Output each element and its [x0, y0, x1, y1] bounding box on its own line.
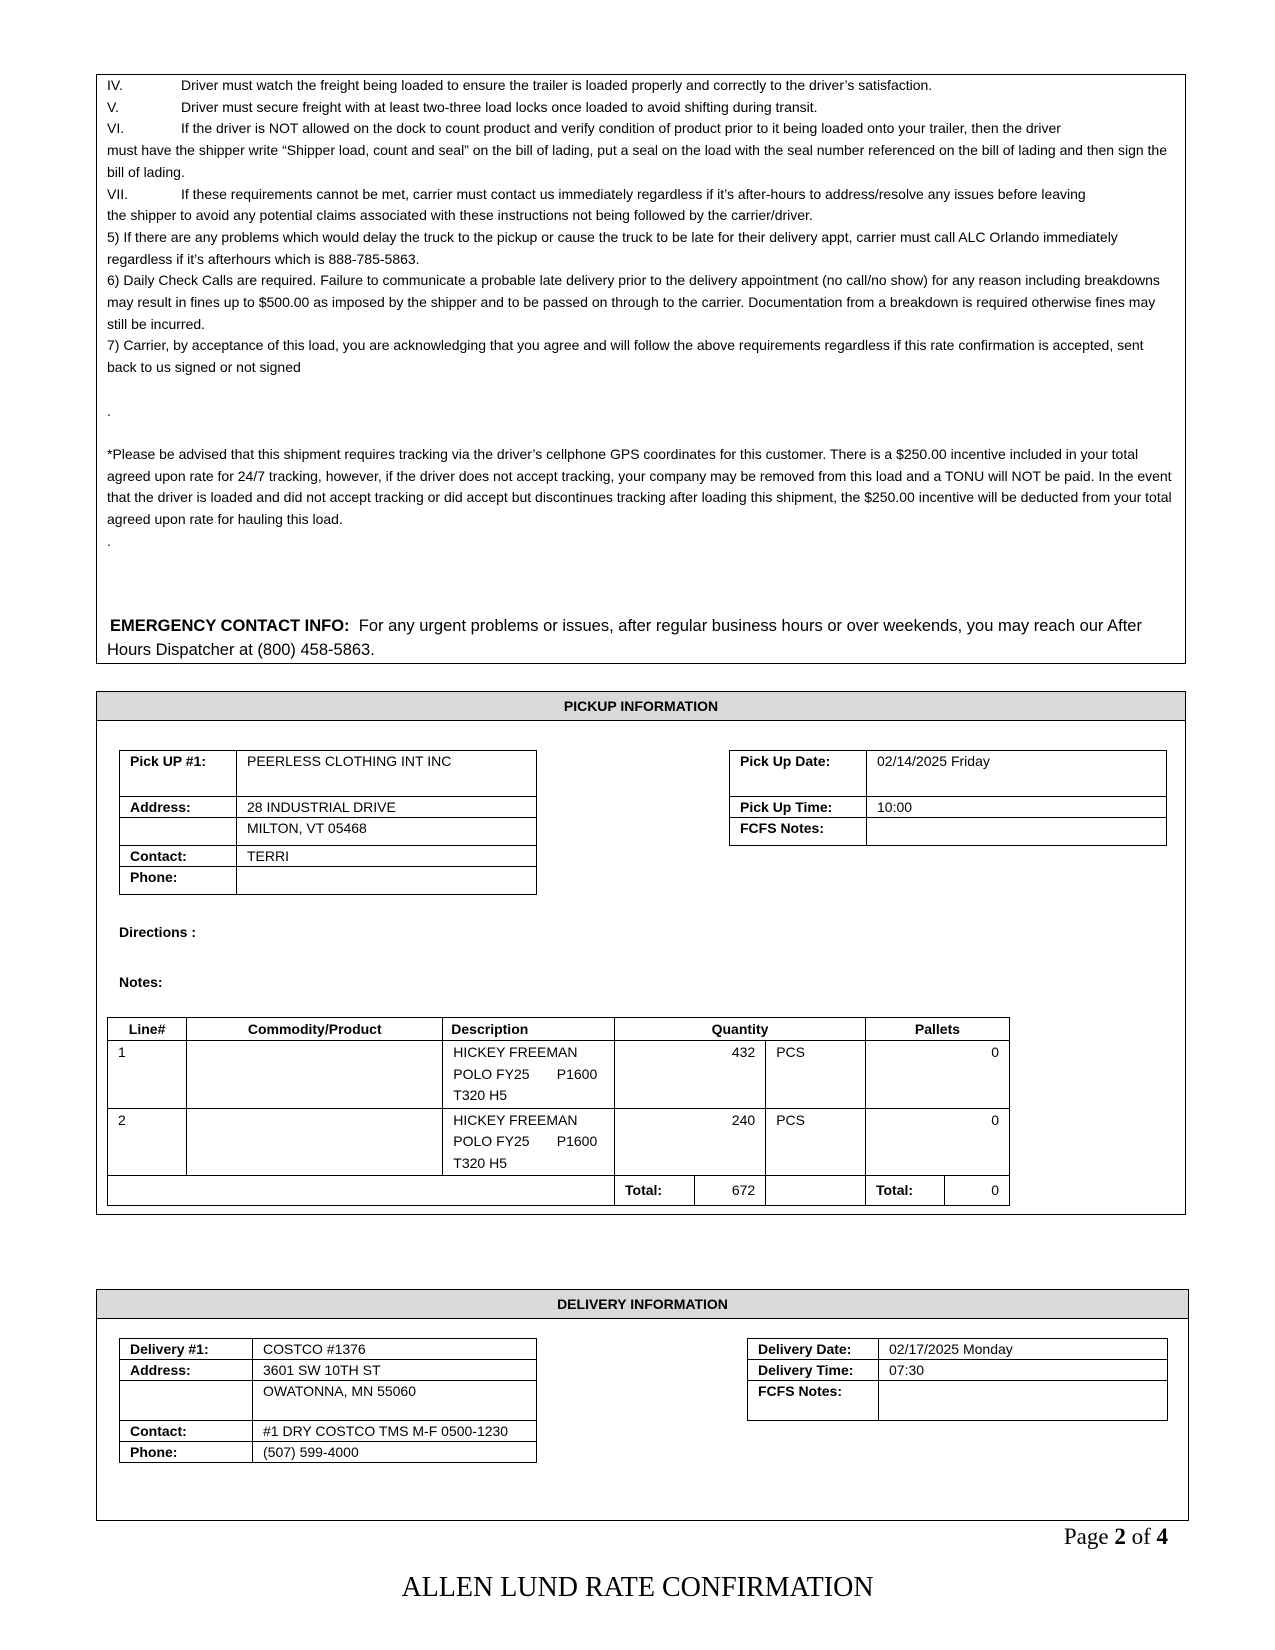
delivery-address-line1: 3601 SW 10TH ST: [253, 1360, 537, 1381]
term-number: IV.: [107, 77, 123, 93]
qty-total-label: Total:: [615, 1176, 695, 1205]
phone-label: Phone:: [120, 867, 237, 895]
term-vi-continued: must have the shipper write “Shipper load, count and seal” on the bill of lading, put a seal on the load with the seal number referenced on the bill of lading and then sign the bill of lading.: [107, 142, 1168, 180]
term-iv: [107, 75, 1175, 97]
emergency-label: EMERGENCY CONTACT INFO:: [110, 616, 350, 635]
term-v: [107, 97, 1175, 119]
pickup-label: Pick UP #1:: [120, 751, 237, 797]
emergency-text: For any urgent problems or issues, after regular business hours or over weekends, you may reach our After Hours Dispatcher at (800) 458-5863.: [107, 616, 1142, 659]
pickup-name: PEERLESS CLOTHING INT INC: [237, 751, 537, 797]
col-line: Line#: [108, 1018, 187, 1041]
delivery-time-label: Delivery Time:: [748, 1360, 879, 1381]
col-quantity: Quantity: [615, 1018, 866, 1041]
term-text: Driver must watch the freight being loaded to ensure the trailer is loaded properly and correctly to the driver’s satisfaction.: [181, 77, 933, 93]
pickup-fcfs: [867, 818, 1167, 846]
delivery-section: [96, 1289, 1189, 1521]
pickup-date-label: Pick Up Date:: [730, 751, 867, 797]
term-number: VII.: [107, 185, 129, 202]
pickup-phone: [237, 867, 537, 895]
commodity: [187, 1041, 443, 1109]
pallets-total: 0: [945, 1176, 1010, 1206]
delivery-date-label: Delivery Date:: [748, 1339, 879, 1360]
contact-label: Contact:: [120, 1421, 253, 1442]
pickup-location-table: [119, 750, 537, 895]
document-title: ALLEN LUND RATE CONFIRMATION: [401, 1572, 874, 1603]
pickup-header: PICKUP INFORMATION: [97, 692, 1185, 721]
pickup-time-label: Pick Up Time:: [730, 797, 867, 818]
fcfs-label: FCFS Notes:: [730, 818, 867, 846]
term-6: 6) Daily Check Calls are required. Failure to communicate a probable late delivery prior to the delivery appointment (no call/no show) for any reason including breakdowns may result in fines up to $500.00 as imposed by the shipper and to be passed on through to the carrier. Documentation from a breakdown is required otherwise fines may still be incurred.: [107, 272, 1160, 332]
table-row: [108, 1041, 1010, 1109]
table-row: [108, 1108, 1010, 1176]
pickup-address-line1: 28 INDUSTRIAL DRIVE: [237, 797, 537, 818]
description: HICKEY FREEMAN POLO FY25 P1600 T320 H5: [443, 1041, 615, 1109]
term-5: 5) If there are any problems which would delay the truck to the pickup or cause the truck to be late for their delivery appt, carrier must call ALC Orlando immediately regardless if it’s afterhours which is 888-785-5863.: [107, 228, 1118, 267]
col-pallets: Pallets: [865, 1018, 1009, 1041]
col-description: Description: [443, 1018, 615, 1041]
line-number: 1: [108, 1041, 187, 1109]
pickup-schedule-table: [729, 750, 1167, 846]
pickup-section: [96, 691, 1186, 1215]
terms-section: [96, 74, 1186, 664]
term-vii-continued: the shipper to avoid any potential claims associated with these instructions not being followed by the carrier/driver.: [107, 207, 813, 224]
delivery-contact: #1 DRY COSTCO TMS M-F 0500-1230: [253, 1421, 537, 1442]
unit: PCS: [766, 1108, 866, 1176]
qty-total: 672: [731, 1182, 756, 1198]
delivery-time: 07:30: [879, 1360, 1168, 1381]
quantity: 240: [615, 1108, 766, 1176]
separator-dot: .: [107, 402, 111, 419]
tracking-notice: *Please be advised that this shipment requires tracking via the driver’s cellphone GPS coordinates for this customer. There is a $250.00 incentive included in your total agreed upon rate for 24/7 tracking, however, if the driver does not accept tracking, your company may be removed from this load and a TONU will NOT be paid. In the event that the driver is loaded and did not accept tracking or did accept but discontinues tracking after loading this shipment, the $250.00 incentive will be deducted from your total agreed upon rate for hauling this load.: [107, 445, 1172, 528]
pallets-total-label: Total:: [865, 1176, 944, 1206]
delivery-name: COSTCO #1376: [253, 1339, 537, 1360]
delivery-date: 02/17/2025 Monday: [879, 1339, 1168, 1360]
pallets: 0: [865, 1108, 1009, 1176]
pallets: 0: [865, 1041, 1009, 1109]
address-label: Address:: [120, 1360, 253, 1381]
emergency-contact: [107, 614, 1175, 662]
contact-label: Contact:: [120, 846, 237, 867]
term-number: VI.: [107, 120, 125, 137]
pickup-time: 10:00: [867, 797, 1167, 818]
term-vii: [107, 184, 1175, 206]
fcfs-label: FCFS Notes:: [748, 1381, 879, 1421]
commodity: [187, 1108, 443, 1176]
term-vi: [107, 118, 1175, 140]
term-text: If these requirements cannot be met, carrier must contact us immediately regardless if it’s after-hours to address/resolve any issues before leaving: [181, 185, 1086, 202]
pickup-contact: TERRI: [237, 846, 537, 867]
page-number: Page 2 of 4: [1063, 1524, 1168, 1549]
address-label: Address:: [120, 797, 237, 818]
commodity-table: [107, 1017, 1010, 1206]
delivery-location-table: [119, 1338, 537, 1463]
term-text: Driver must secure freight with at least two-three load locks once loaded to avoid shifting during transit.: [181, 98, 818, 115]
delivery-address-line2: OWATONNA, MN 55060: [253, 1381, 537, 1421]
directions-label: Directions :: [119, 924, 197, 940]
separator-dot: .: [107, 532, 111, 549]
line-number: 2: [108, 1108, 187, 1176]
quantity: 432: [615, 1041, 766, 1109]
delivery-fcfs: [879, 1381, 1168, 1421]
col-commodity: Commodity/Product: [187, 1018, 443, 1041]
delivery-phone: (507) 599-4000: [253, 1442, 537, 1463]
delivery-header: DELIVERY INFORMATION: [97, 1290, 1188, 1319]
term-7: 7) Carrier, by acceptance of this load, you are acknowledging that you agree and will follow the above requirements regardless if this rate confirmation is accepted, sent back to us signed or not signed: [107, 337, 1144, 376]
pickup-address-line2: MILTON, VT 05468: [237, 818, 537, 846]
pickup-date: 02/14/2025 Friday: [867, 751, 1167, 797]
delivery-schedule-table: [747, 1338, 1168, 1421]
term-text: If the driver is NOT allowed on the dock to count product and verify condition of product prior to it being loaded onto your trailer, then the driver: [181, 120, 1061, 137]
phone-label: Phone:: [120, 1442, 253, 1463]
unit: PCS: [766, 1041, 866, 1109]
totals-row: [108, 1176, 1010, 1206]
delivery-label: Delivery #1:: [120, 1339, 253, 1360]
description: HICKEY FREEMAN POLO FY25 P1600 T320 H5: [443, 1108, 615, 1176]
notes-label: Notes:: [119, 974, 163, 990]
term-number: V.: [107, 98, 119, 115]
